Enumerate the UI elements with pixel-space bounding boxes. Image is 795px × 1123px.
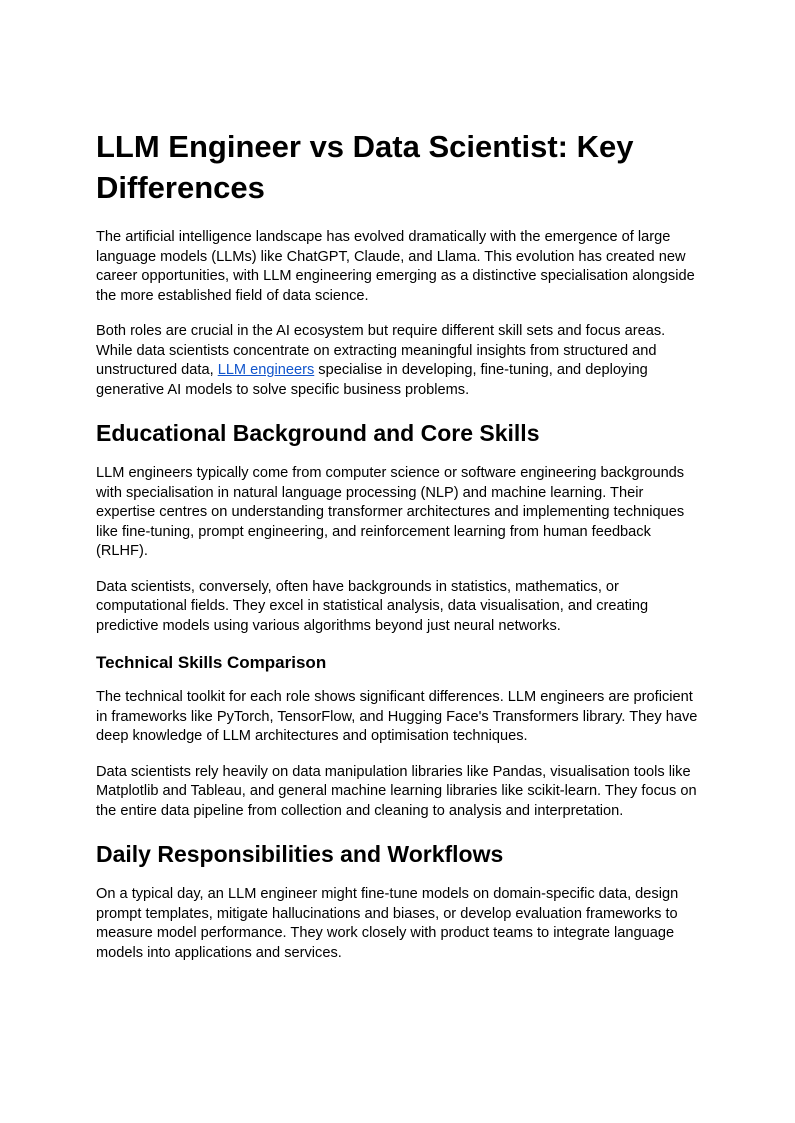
daily-responsibilities-paragraph-1: On a typical day, an LLM engineer might fine-tune models on domain-specific data, design prompt templates, mitigate hallucinations and biases, or develop evaluation frameworks to measure model performance. They work closely with product teams to integrate language models into applications and services. bbox=[96, 886, 679, 961]
section-heading-daily-responsibilities: Daily Responsibilities and Workflows bbox=[96, 841, 504, 867]
intro-paragraph-1: The artificial intelligence landscape has evolved dramatically with the emergence of large language models (LLMs) like ChatGPT, Claude, and Llama. This evolution has created new career opportunities, with LLM engineering emerging as a distinctive specialisation alongside the more established field of data science. bbox=[96, 229, 695, 304]
page-title: LLM Engineer vs Data Scientist: Key Differences bbox=[96, 129, 634, 205]
llm-engineers-link[interactable]: LLM engineers bbox=[217, 362, 315, 378]
education-paragraph-2: Data scientists, conversely, often have backgrounds in statistics, mathematics, or computational fields. They excel in statistical analysis, data visualisation, and creating predictive models using various algorithms beyond just neural networks. bbox=[96, 578, 649, 634]
section-heading-education: Educational Background and Core Skills bbox=[96, 420, 540, 446]
document-page bbox=[96, 126, 702, 979]
technical-skills-paragraph-1: The technical toolkit for each role shows significant differences. LLM engineers are proficient in frameworks like PyTorch, TensorFlow, and Hugging Face's Transformers library. They have deep knowledge of LLM architectures and optimisation techniques. bbox=[96, 689, 698, 744]
education-paragraph-1: LLM engineers typically come from computer science or software engineering backgrounds with specialisation in natural language processing (NLP) and machine learning. Their expertise centres on understanding transformer architectures and implementing techniques like fine-tuning, prompt engineering, and reinforcement learning from human feedback (RLHF). bbox=[96, 465, 685, 559]
intro-paragraph-2 bbox=[96, 322, 702, 400]
subheading-technical-skills: Technical Skills Comparison bbox=[96, 653, 327, 672]
technical-skills-paragraph-2: Data scientists rely heavily on data manipulation libraries like Pandas, visualisation tools like Matplotlib and Tableau, and general machine learning libraries like scikit-learn. They focus on the entire data pipeline from collection and cleaning to analysis and interpretation. bbox=[96, 763, 697, 819]
intro-paragraph-2-start: Both roles are crucial in the AI ecosystem but require different skill sets and focus areas. While data scientists concentrate on extracting meaningful insights from structured and unstructured data, bbox=[96, 323, 666, 378]
intro-paragraph-2-end: specialise in developing, fine-tuning, and deploying generative AI models to solve specific business problems. bbox=[96, 362, 648, 398]
